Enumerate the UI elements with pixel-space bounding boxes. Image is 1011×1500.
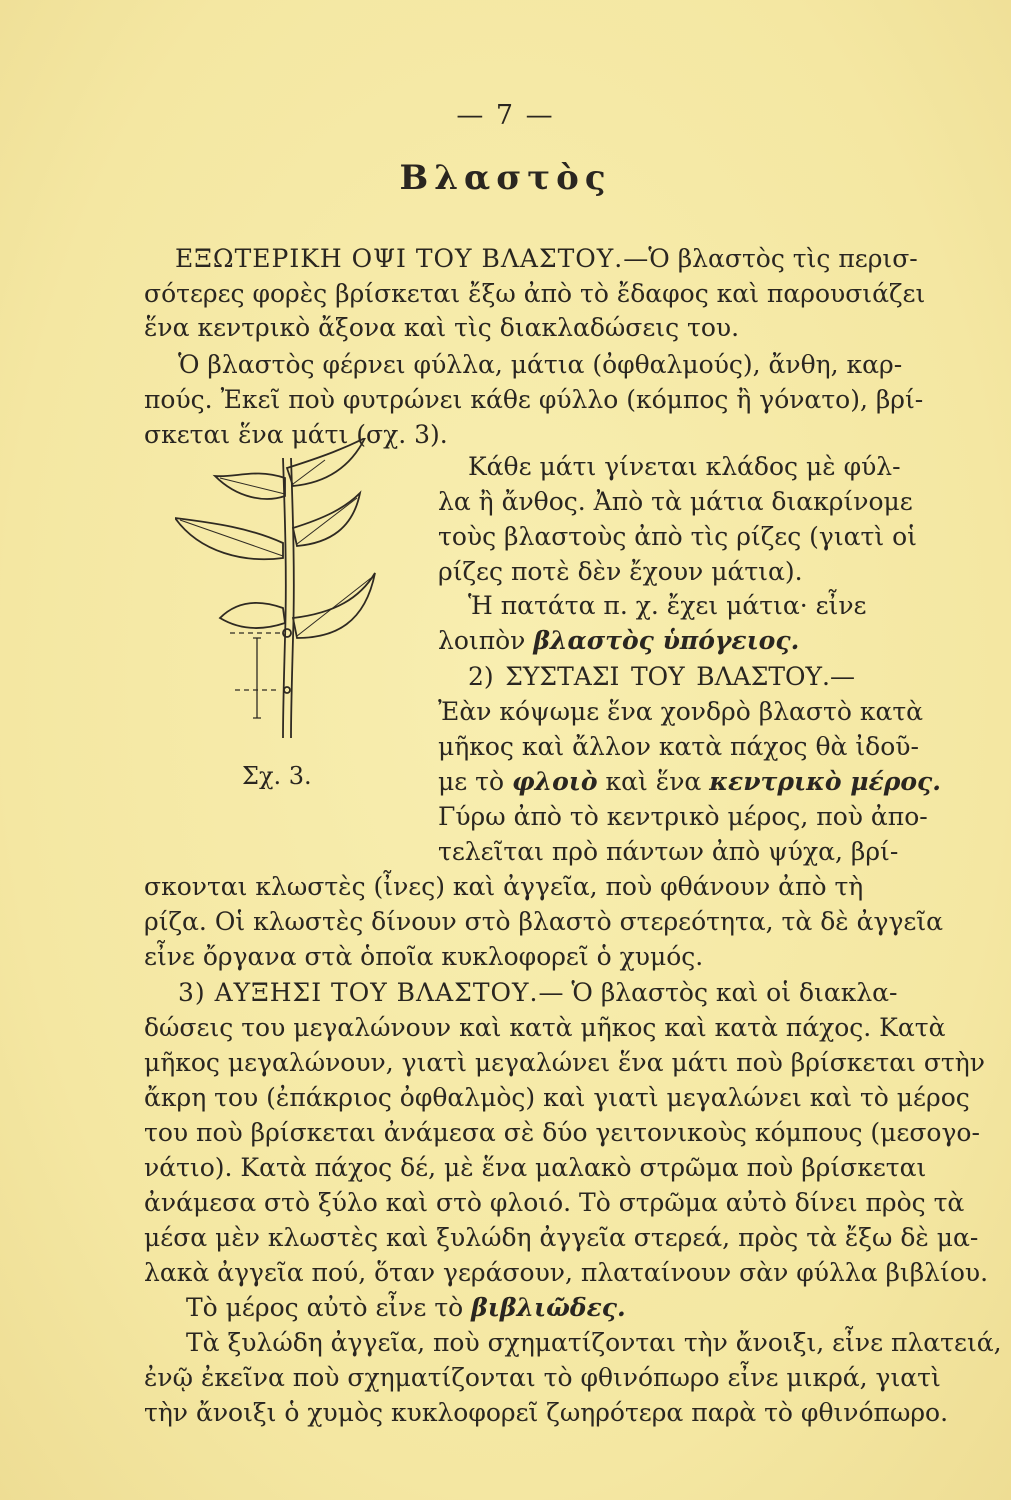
section3-line4: ἄκρη του (ἐπάκριος ὀφθαλμὸς) καὶ γιατὶ μεγαλώνει καὶ τὸ μέρος (144, 1083, 970, 1112)
section2-line6: σκονται κλωστὲς (ἶνες) καὶ ἀγγεῖα, ποὺ φθάνουν ἀπὸ τὴ (144, 872, 864, 901)
section2-line3: με τὸ φλοιὸ καὶ ἕνα κεντρικὸ μέρος. (438, 767, 941, 796)
section3-line10: Τὸ μέρος αὐτὸ εἶνε τὸ βιβλιῶδες. (186, 1293, 626, 1322)
paragraph4-line1: Ἡ πατάτα π. χ. ἔχει μάτια· εἶνε (468, 591, 867, 620)
page-title: Βλαστὸς (399, 158, 612, 198)
paragraph2-line1: Ὁ βλαστὸς φέρνει φύλλα, μάτια (ὀφθαλμούς), ἄνθη, καρ- (178, 350, 903, 379)
section2-line8: εἶνε ὄργανα στὰ ὁποῖα κυκλοφορεῖ ὁ χυμός. (144, 942, 704, 971)
figure-stem-illustration (175, 438, 405, 758)
paragraph3-line4: ρίζες ποτὲ δὲν ἔχουν μάτια). (438, 557, 803, 586)
paragraph4-line2: λοιπὸν βλαστὸς ὑπόγειος. (438, 626, 800, 655)
section3-line7: ἀνάμεσα στὸ ξύλο καὶ στὸ φλοιό. Τὸ στρῶμα αὐτὸ δίνει πρὸς τὰ (144, 1188, 965, 1217)
paragraph1-line3: ἕνα κεντρικὸ ἄξονα καὶ τὶς διακλαδώσεις του. (144, 313, 740, 342)
figure-caption: Σχ. 3. (242, 762, 312, 790)
section3-line8: μέσα μὲν κλωστὲς καὶ ξυλώδη ἀγγεῖα στερεά, πρὸς τὰ ἔξω δὲ μα- (144, 1223, 979, 1252)
section3-line12: ἐνῷ ἐκεῖνα ποὺ σχηματίζονται τὸ φθινόπωρο εἶνε μικρά, γιατὶ (144, 1363, 941, 1392)
section2-line7: ρίζα. Οἱ κλωστὲς δίνουν στὸ βλαστὸ στερεότητα, τὰ δὲ ἀγγεῖα (144, 907, 944, 936)
section3-line13: τὴν ἄνοιξι ὁ χυμὸς κυκλοφορεῖ ζωηρότερα παρὰ τὸ φθινόπωρο. (144, 1398, 949, 1427)
paragraph1-line2: σότερες φορὲς βρίσκεται ἔξω ἀπὸ τὸ ἔδαφος καὶ παρουσιάζει (144, 279, 926, 308)
section2-line2: μῆκος καὶ ἄλλον κατὰ πάχος θὰ ἰδοῦ- (438, 732, 919, 761)
section3-line2: δώσεις του μεγαλώνουν καὶ κατὰ μῆκος καὶ κατὰ πάχος. Κατὰ (144, 1013, 946, 1042)
page-number: — 7 — (456, 100, 555, 131)
paragraph1-line1: ΕΞΩΤΕΡΙΚΗ ΟΨΙ ΤΟΥ ΒΛΑΣΤΟΥ.—Ὁ βλαστὸς τὶς περισ- (175, 244, 918, 273)
section2-line5: τελεῖται πρὸ πάντων ἀπὸ ψύχα, βρί- (438, 837, 899, 866)
term-bark: φλοιὸ (511, 767, 598, 796)
section1-heading: ΕΞΩΤΕΡΙΚΗ ΟΨΙ ΤΟΥ ΒΛΑΣΤΟΥ. (175, 244, 624, 273)
section3-heading: 3) ΑΥΞΗΣΙ ΤΟΥ ΒΛΑΣΤΟΥ. (178, 978, 539, 1007)
paragraph3-line1: Κάθε μάτι γίνεται κλάδος μὲ φύλ- (468, 452, 901, 481)
section3-line1: 3) ΑΥΞΗΣΙ ΤΟΥ ΒΛΑΣΤΟΥ.— Ὁ βλαστὸς καὶ οἱ διακλα- (178, 978, 898, 1007)
paragraph2-line2: πούς. Ἐκεῖ ποὺ φυτρώνει κάθε φύλλο (κόμπος ἢ γόνατο), βρί- (144, 385, 924, 414)
paragraph2-line3: σκεται ἕνα μάτι (σχ. 3). (144, 420, 448, 449)
paragraph3-line2: λα ἢ ἄνθος. Ἀπὸ τὰ μάτια διακρίνομε (438, 487, 913, 516)
stem-drawing-icon (175, 438, 405, 758)
section3-line3: μῆκος μεγαλώνουν, γιατὶ μεγαλώνει ἕνα μάτι ποὺ βρίσκεται στὴν (144, 1048, 985, 1077)
section3-line6: νάτιο). Κατὰ πάχος δέ, μὲ ἕνα μαλακὸ στρῶμα ποὺ βρίσκεται (144, 1153, 927, 1182)
term-underground-stem: βλαστὸς ὑπόγειος. (533, 626, 800, 655)
term-cambium: βιβλιῶδες. (471, 1293, 626, 1322)
section2-line4: Γύρω ἀπὸ τὸ κεντρικὸ μέρος, ποὺ ἀπο- (438, 802, 928, 831)
section2-line1: Ἐὰν κόψωμε ἕνα χονδρὸ βλαστὸ κατὰ (438, 697, 924, 726)
section3-line5: του ποὺ βρίσκεται ἀνάμεσα σὲ δύο γειτονικοὺς κόμπους (μεσογο- (144, 1118, 980, 1147)
section3-line9: λακὰ ἀγγεῖα πού, ὅταν γεράσουν, πλαταίνουν σὰν φύλλα βιβλίου. (144, 1258, 989, 1287)
term-central-part: κεντρικὸ μέρος. (709, 767, 941, 796)
section2-heading: 2) ΣΥΣΤΑΣΙ ΤΟΥ ΒΛΑΣΤΟΥ.— (468, 662, 855, 691)
paragraph3-line3: τοὺς βλαστοὺς ἀπὸ τὶς ρίζες (γιατὶ οἱ (438, 522, 917, 551)
section3-line11: Τὰ ξυλώδη ἀγγεῖα, ποὺ σχηματίζονται τὴν ἄνοιξι, εἶνε πλατειά, (186, 1328, 1002, 1357)
